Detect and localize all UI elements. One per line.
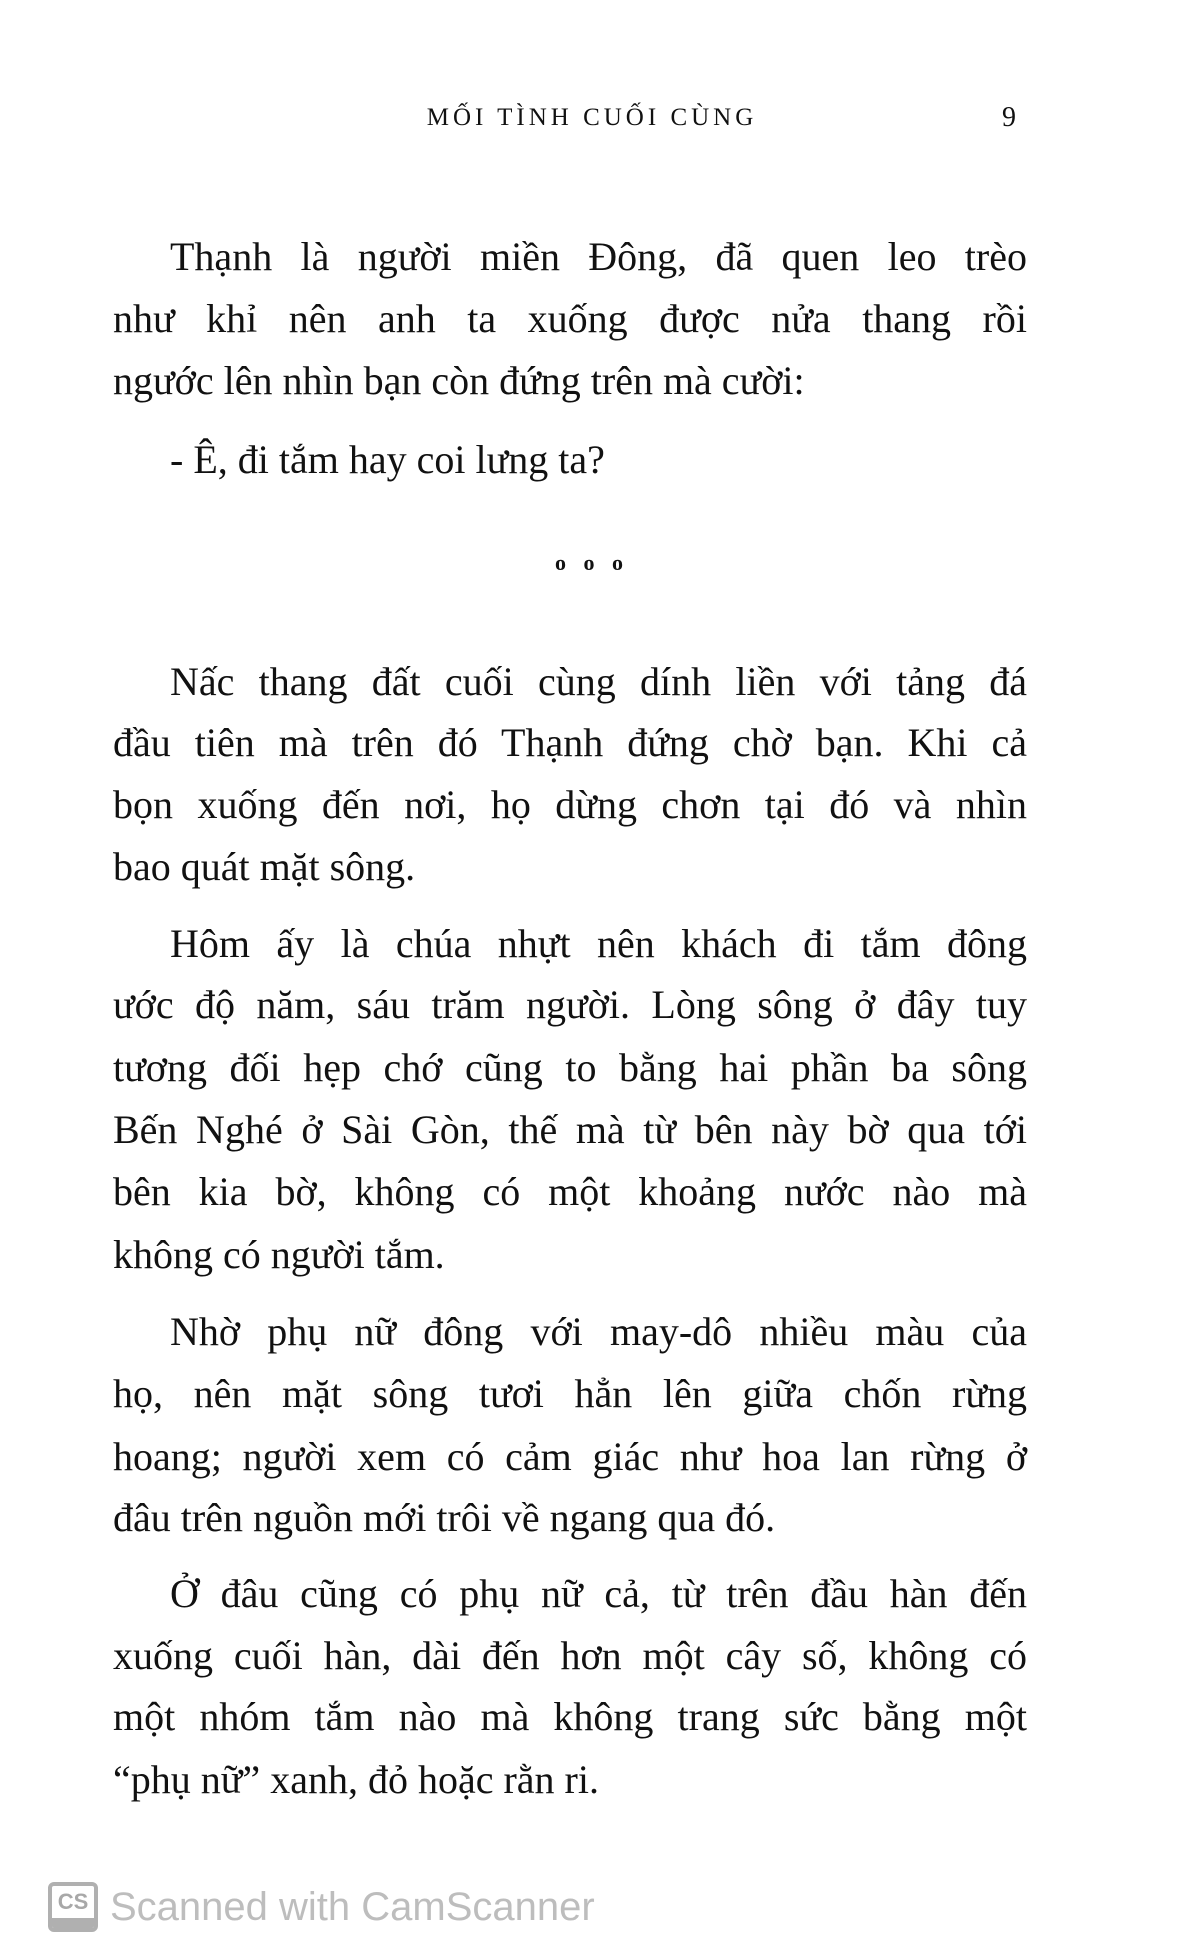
text-line: ước độ năm, sáu trăm người. Lòng sông ở đây tuy <box>113 982 1027 1027</box>
text-line: - Ê, đi tắm hay coi lưng ta? <box>170 437 605 482</box>
text-line: họ, nên mặt sông tươi hẳn lên giữa chốn rừng <box>113 1371 1027 1416</box>
text-line: Thạnh là người miền Đông, đã quen leo trèo <box>170 234 1027 279</box>
text-line: đầu tiên mà trên đó Thạnh đứng chờ bạn. Khi cả <box>113 720 1027 765</box>
text-line: hoang; người xem có cảm giác như hoa lan rừng ở <box>113 1434 1027 1479</box>
section-separator: o o o <box>555 550 629 575</box>
text-line: không có người tắm. <box>113 1232 445 1277</box>
running-header: MỐI TÌNH CUỐI CÙNG <box>426 104 758 131</box>
text-line: Nấc thang đất cuối cùng dính liền với tảng đá <box>170 659 1027 704</box>
page-number: 9 <box>1002 102 1016 133</box>
text-line: Ở đâu cũng có phụ nữ cả, từ trên đầu hàn đến <box>170 1571 1027 1616</box>
text-line: Nhờ phụ nữ đông với may-dô nhiều màu của <box>170 1309 1027 1354</box>
camscanner-logo-icon: CS <box>48 1882 98 1932</box>
text-line: bọn xuống đến nơi, họ dừng chơn tại đó và nhìn <box>113 782 1027 827</box>
text-line: xuống cuối hàn, dài đến hơn một cây số, không có <box>113 1633 1027 1678</box>
text-line: như khỉ nên anh ta xuống được nửa thang rồi <box>113 296 1027 341</box>
text-line: đâu trên nguồn mới trôi về ngang qua đó. <box>113 1495 776 1540</box>
text-line: ngước lên nhìn bạn còn đứng trên mà cười: <box>113 358 805 403</box>
watermark-text: Scanned with CamScanner <box>110 1884 595 1929</box>
text-line: Bến Nghé ở Sài Gòn, thế mà từ bên này bờ qua tới <box>113 1107 1027 1152</box>
text-line: Hôm ấy là chúa nhựt nên khách đi tắm đông <box>170 921 1027 966</box>
text-line: bao quát mặt sông. <box>113 844 416 889</box>
camscanner-watermark <box>48 1882 595 1932</box>
text-line: một nhóm tắm nào mà không trang sức bằng một <box>113 1694 1027 1739</box>
text-line: “phụ nữ” xanh, đỏ hoặc rằn ri. <box>113 1757 599 1802</box>
text-line: bên kia bờ, không có một khoảng nước nào mà <box>113 1169 1027 1214</box>
text-line: tương đối hẹp chớ cũng to bằng hai phần ba sông <box>113 1045 1027 1090</box>
